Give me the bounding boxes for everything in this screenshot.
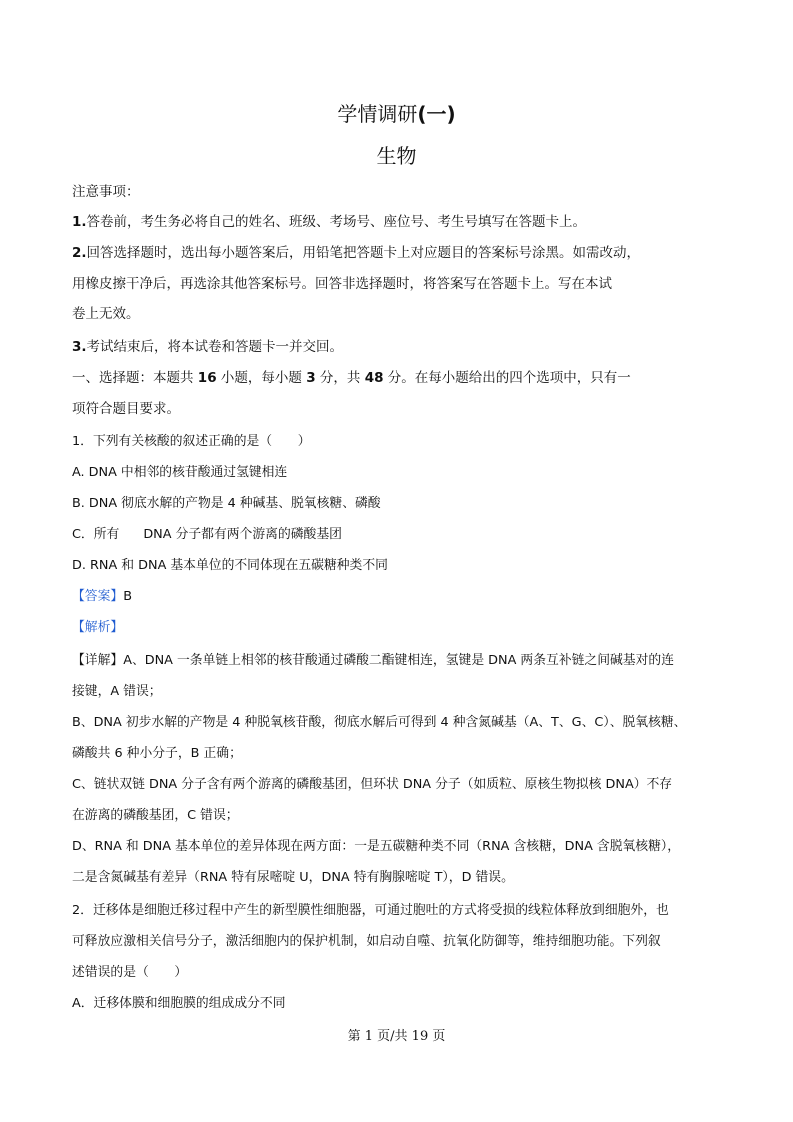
- q2-option-a: A．迁移体膜和细胞膜的组成成分不同: [72, 996, 286, 1011]
- q1-detail-c-line-1: C、链状双链 DNA 分子含有两个游离的磷酸基团，但环状 DNA 分子（如质粒、原核生物拟核 DNA）不存: [72, 777, 673, 792]
- answer-value: B: [123, 589, 132, 604]
- q1-option-b: B. DNA 彻底水解的产物是 4 种碱基、脱氧核糖、磷酸: [72, 496, 381, 511]
- detail-a-text: A、DNA 一条单链上相邻的核苷酸通过磷酸二酯键相连，氢键是 DNA 两条互补链之间碱基对的连: [123, 653, 674, 668]
- q1-detail-b-line-1: B、DNA 初步水解的产物是 4 种脱氧核苷酸，彻底水解后可得到 4 种含氮碱基（A、T、G、C）、脱氧核糖、: [72, 715, 687, 730]
- q1-option-d: D. RNA 和 DNA 基本单位的不同体现在五碳糖种类不同: [72, 558, 388, 573]
- exam-title-paren: (一): [417, 102, 456, 126]
- q1-detail-b-line-2: 磷酸共 6 种小分子，B 正确；: [72, 746, 242, 761]
- q1-detail-c-line-2: 在游离的磷酸基团，C 错误；: [72, 808, 239, 823]
- notice-item-2-line-1: [72, 241, 732, 261]
- detail-label: 【详解】: [72, 653, 124, 668]
- q1-option-c: [72, 523, 732, 542]
- section-text-a: 一、选择题：本题共: [72, 370, 198, 386]
- q1-option-c-prefix: C．所有: [72, 527, 120, 542]
- notice-heading: 注意事项：: [72, 184, 140, 200]
- notice-item-3-number: 3.: [72, 339, 87, 355]
- exam-title-main: 学情调研: [337, 102, 418, 126]
- q2-stem-line-2: 可释放应激相关信号分子，激活细胞内的保护机制，如启动自噬、抗氧化防御等，维持细胞功能。下列叙: [72, 934, 661, 949]
- q1-option-a: A. DNA 中相邻的核苷酸通过氢键相连: [72, 465, 288, 480]
- section-points-each: 3: [306, 370, 316, 386]
- q1-detail-d-line-1: D、RNA 和 DNA 基本单位的差异体现在两方面：一是五碳糖种类不同（RNA 含核糖，DNA 含脱氧核糖），: [72, 839, 681, 854]
- q1-stem: 1．下列有关核酸的叙述正确的是（ ）: [72, 434, 311, 449]
- notice-item-3: [72, 335, 732, 355]
- q2-stem-line-3: 述错误的是（ ）: [72, 965, 188, 980]
- subject-title: 生物: [376, 144, 417, 168]
- section-points-total: 48: [364, 370, 384, 386]
- answer-label: 【答案】: [72, 589, 124, 604]
- page-footer: 第 1 页/共 19 页: [347, 1029, 446, 1044]
- section-question-count: 16: [197, 370, 217, 386]
- analysis-label: 【解析】: [72, 620, 124, 635]
- section-heading-line-2: 项符合题目要求。: [72, 401, 180, 417]
- q1-detail-d-line-2: 二是含氮碱基有差异（RNA 特有尿嘧啶 U，DNA 特有胸腺嘧啶 T），D 错误。: [72, 870, 514, 885]
- q1-answer: [72, 585, 732, 604]
- section-text-c: 分，共: [315, 370, 365, 386]
- notice-item-1: [72, 210, 732, 230]
- notice-item-1-text: 答卷前，考生务必将自己的姓名、班级、考场号、座位号、考生号填写在答题卡上。: [86, 214, 587, 230]
- section-text-b: 小题，每小题: [216, 370, 307, 386]
- q1-detail-a-line-2: 接键，A 错误；: [72, 684, 162, 699]
- notice-item-2-line-2: 用橡皮擦干净后，再选涂其他答案标号。回答非选择题时，将答案写在答题卡上。写在本试: [72, 276, 612, 292]
- notice-item-3-text: 考试结束后，将本试卷和答题卡一并交回。: [86, 339, 344, 355]
- exam-title: [0, 98, 793, 127]
- section-text-d: 分。在每小题给出的四个选项中，只有一: [383, 370, 631, 386]
- section-heading-line-1: [72, 366, 732, 386]
- q2-stem-line-1: 2．迁移体是细胞迁移过程中产生的新型膜性细胞器，可通过胞吐的方式将受损的线粒体释放到细胞外，也: [72, 903, 669, 918]
- notice-item-2-text: 回答选择题时，选出每小题答案后，用铅笔把答题卡上对应题目的答案标号涂黑。如需改动，: [86, 245, 641, 261]
- q1-detail-a-line-1: [72, 649, 732, 668]
- notice-item-1-number: 1.: [72, 214, 87, 230]
- notice-item-2-line-3: 卷上无效。: [72, 306, 140, 322]
- q1-option-c-text: DNA 分子都有两个游离的磷酸基团: [143, 527, 342, 542]
- notice-item-2-number: 2.: [72, 245, 87, 261]
- q1-analysis-label: [72, 616, 732, 635]
